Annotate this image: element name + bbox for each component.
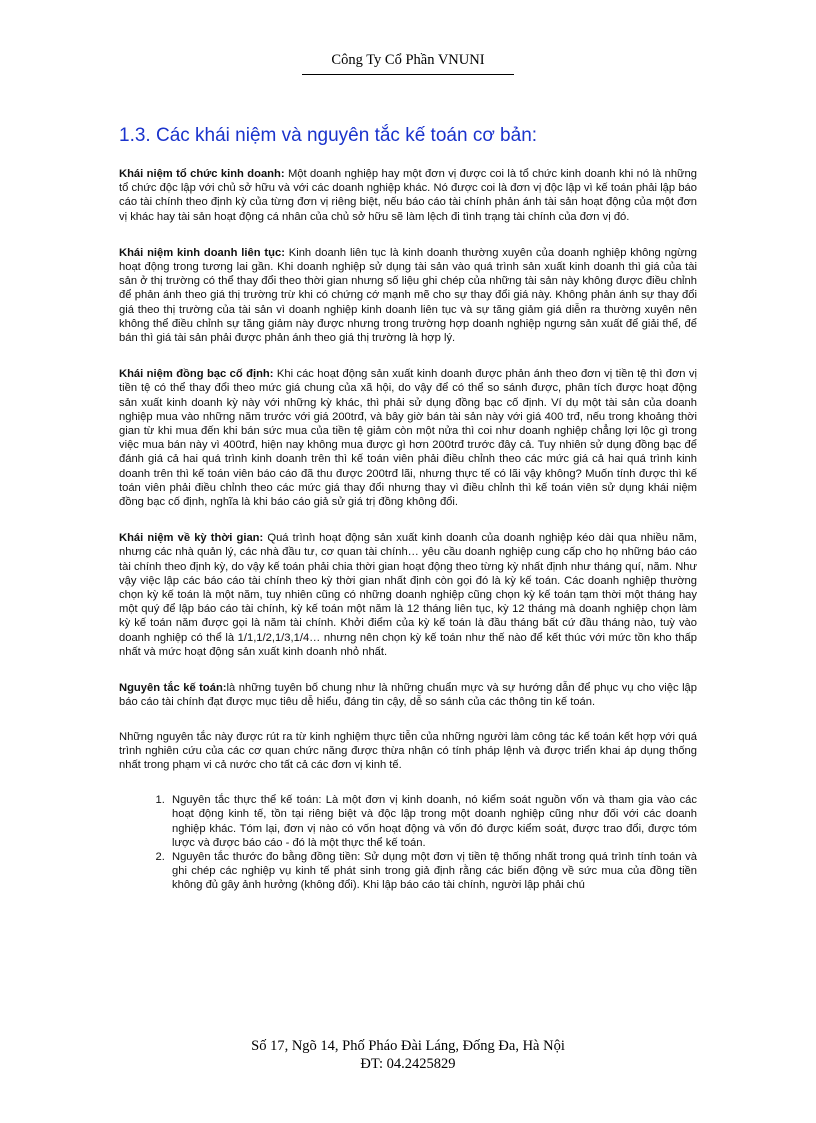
paragraph-text: Một doanh nghiệp hay một đơn vị được coi là tổ chức kinh doanh khi nó là những tổ chức độc lập với chủ sở hữu và với các doanh nghiệp khác. Nó được coi là đơn vị độc lập vì kế toán phải lập báo cáo tài chính theo định kỳ của từng đơn vị riêng biệt, nếu báo cáo tài chính phản ánh tài sản hoạt động của một đơn vị khác hay tài sản hoạt động cá nhân của chủ sở hữu sẽ làm lệch đi tình trạng tài chính của đơn vị đó.: [119, 168, 697, 223]
paragraph-text: Khi các hoạt động sản xuất kinh doanh được phản ánh theo đơn vị tiền tệ thì đơn vị tiền tệ có thể thay đổi theo mức giá chung của xã hội, do vậy để có thể so sánh được, phân tích được hoạt động sản xuất kinh doanh kỳ này với những kỳ khác, thì phải sử dụng đồng bạc cố định. Ví dụ một tài sản của doanh nghiệp mua vào những năm trước với giá 200trđ, và bây giờ bán tài sản này với giá 400 trđ, nếu trong khoảng thời gian từ khi mua đến khi bán sức mua của tiền tệ giảm còn một nửa thì coi như doanh nghiệp chẳng lợi lộc gì trong việc mua bán này vì 400trđ, hiện nay không mua được gì hơn 200trđ trước đây cả. Tuy nhiên sử dụng đồng bạc để đánh giá cả hai quá trình kinh doanh trên thì kế toán viên phải điều chỉnh theo các mức giá cả hai quá trình kinh doanh trên thì kế toán viên báo cáo đã thu được 200trđ lãi, nhưng thực tế có lãi vậy không? Muốn tính được thì kế toán viên phải điều chỉnh theo các mức giá thay đổi nhưng thay vì điều chỉnh thì kế toán viên sử dụng khái niệm đồng bạc cố định, nghĩa là khi báo cáo giả sử giá trị đồng không đổi.: [119, 368, 698, 509]
paragraph-text: Kinh doanh liên tục là kinh doanh thường xuyên của doanh nghiệp không ngừng hoạt động trong tương lai gần. Khi doanh nghiệp sử dụng tài sản vào quá trình sản xuất kinh doanh thì giá của tài sản ở thị trường có thể thay đổi theo thời gian nhưng số liệu ghi chép của những tài sản này không được điều chỉnh để phản ánh theo giá thị trường trừ khi có chứng cớ mạnh mẽ cho sự thay đổi giá này. Không phản ánh sự thay đổi giá theo thị trường của tài sản vì doanh nghiệp kinh doanh liên tục và sự tăng giảm giá diễn ra thường xuyên nên không thể điều chỉnh sự tăng giảm này được nhưng trong trường hợp doanh nghiệp ngưng sản xuất để giải thể, để bán thì giá tài sản phải được phản ánh theo giá thị trường là hợp lý.: [119, 246, 697, 345]
section-title: 1.3. Các khái niệm và nguyên tắc kế toán cơ bản:: [119, 125, 538, 146]
principles-list: [119, 793, 697, 892]
list-item: 2. Nguyên tắc thước đo bằng đồng tiền: Sử dụng một đơn vị tiền tệ thống nhất trong quá trình tính toán và ghi chép các nghiệp vụ kinh tế phát sinh trong giả định rằng các biến động về sức mua của đồng tiền không đủ gây ảnh hưởng (không đổi). Khi lập báo cáo tài chính, người lập phải chú: [168, 850, 697, 893]
list-item: 1. Nguyên tắc thực thể kế toán: Là một đơn vị kinh doanh, nó kiểm soát nguồn vốn và tham gia vào các hoạt động kinh tế, tồn tại riêng biệt và độc lập trong một doanh nghiệp cũng như đối với các doanh nghiệp khác. Tóm lại, đơn vị nào có vốn hoạt động và vốn đó được kiểm soát, được trao đổi, được tóm lược và được báo cáo - đó là một thực thể kế toán.: [168, 793, 697, 850]
paragraph-accounting-principles: [119, 681, 697, 709]
paragraph-time-period: [119, 531, 697, 659]
paragraph-intro: Những nguyên tắc này được rút ra từ kinh nghiệm thực tiễn của những người làm công tác kế toán kết hợp với quá trình nghiên cứu của các cơ quan chức năng được thừa nhận có tính pháp lệnh và được triển khai áp dụng thống nhất trong phạm vi cả nước cho tất cả các đơn vị kinh tế.: [119, 730, 697, 771]
term-label: Khái niệm đồng bạc cố định:: [119, 368, 274, 381]
paragraph-business-entity: [119, 167, 697, 224]
header-underline: [302, 74, 514, 75]
page-header: [0, 52, 816, 69]
company-name: Công Ty Cổ Phần VNUNI: [331, 52, 485, 68]
page-footer: [0, 1037, 816, 1073]
paragraph-text: Quá trình hoạt động sản xuất kinh doanh của doanh nghiệp kéo dài qua nhiều năm, nhưng các nhà quản lý, các nhà đầu tư, cơ quan tài chính… yêu cầu doanh nghiệp cung cấp cho họ những báo cáo tài chính theo định kỳ, do vậy kế toán phải chia thời gian hoạt động theo từng kỳ nhất định như tháng quí, năm. Như vậy việc lập các báo cáo tài chính theo kỳ thời gian nhất định còn gọi đó là kỳ kế toán. Các doanh nghiệp thường chọn kỳ kế toán là một năm, tuy nhiên cũng có những doanh nghiệp cũng chọn kỳ kế toán tạm thời một tháng hay một quý để lập báo cáo tài chính, kỳ kế toán một năm là 12 tháng liên tục, kỳ 12 tháng mà doanh nghiệp chọn làm kỳ kế toán năm được gọi là năm tài chính. Khởi điểm của kỳ kế toán là đầu tháng bất cứ đầu tháng nào, tuỳ vào doanh nghiệp có thể là 1/1,1/2,1/3,1/4… nhưng nên chọn kỳ kế toán như thế nào để kết thúc với mức tồn kho thấp nhất và mức hoạt động sản xuất kinh doanh nhỏ nhất.: [119, 532, 697, 658]
paragraph-going-concern: [119, 246, 697, 345]
document-body: [119, 160, 697, 893]
term-label: Khái niệm tổ chức kinh doanh:: [119, 168, 285, 180]
footer-phone: ĐT: 04.2425829: [360, 1056, 456, 1072]
term-label: Nguyên tắc kế toán:: [119, 682, 227, 695]
footer-address: Số 17, Ngõ 14, Phố Pháo Đài Láng, Đống Đa, Hà Nội: [251, 1038, 565, 1054]
term-label: Khái niệm về kỳ thời gian:: [119, 532, 264, 545]
paragraph-text: là những tuyên bố chung như là những chuẩn mực và sự hướng dẫn để phục vụ cho việc lập báo cáo tài chính đạt được mục tiêu dễ hiểu, đáng tin cậy, dễ so sánh của các thông tin kế toán.: [119, 682, 697, 709]
paragraph-stable-currency: [119, 367, 697, 509]
term-label: Khái niệm kinh doanh liên tục:: [119, 246, 285, 259]
